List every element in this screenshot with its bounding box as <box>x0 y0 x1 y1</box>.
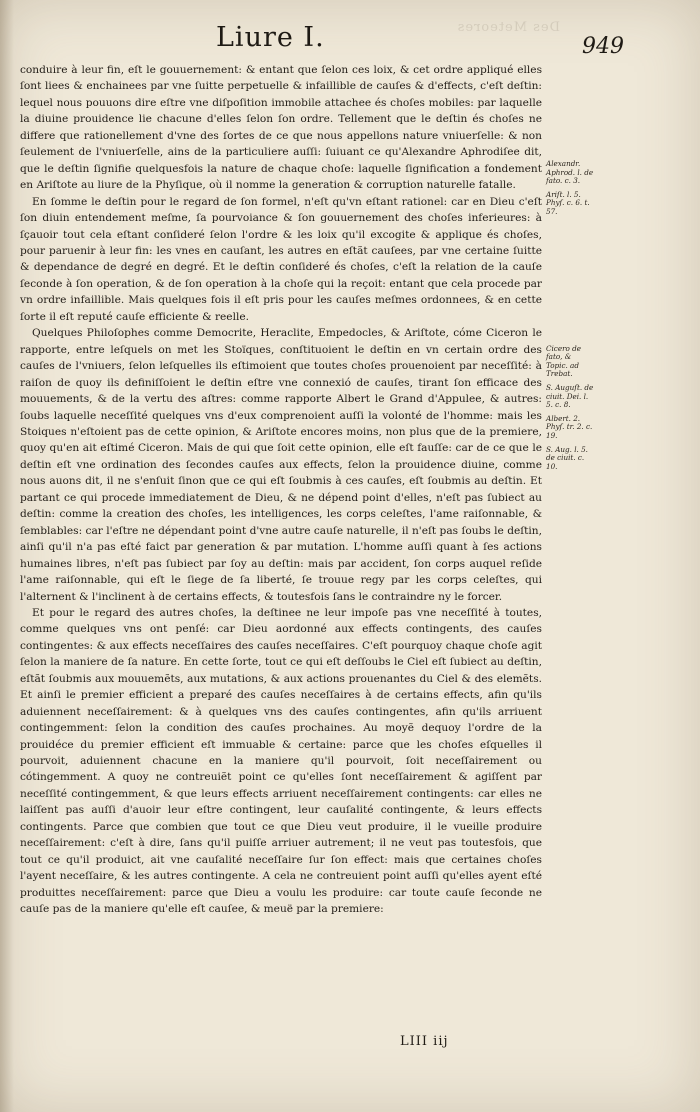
margin-note: Ariſt. l. 5. Phyſ. c. 6. t. 57. <box>546 189 590 216</box>
paragraph: En ſomme le deſtin pour le regard de ſon formel, n'eſt qu'vn eſtant rationel: car en Dieu c'eſt ſon diuin entendement meſme, ſa pourvoiance & ſon gouuernement des choſes inferieures: à ſçauoir tout cela eſtant conſideré ſelon l'ordre & les loix qu'il excogite & applique és choſes, pour paruenir à leur fin: les vnes en cauſant, les autres en eſtãt cauſees, par vne certaine ſuitte & dependance de degré en degré. Et le deſtin conſideré és choſes, c'eſt la relation de la cauſe ſeconde à ſon operation, & de ſon operation à la choſe qui la reçoit: entant que cela procede par vn ordre infaillible. Mais quelques fois il eſt pris pour les cauſes meſmes ordonnees, & en cette ſorte il eſt reputé cauſe efficiente & reelle. <box>20 195 542 323</box>
main-text-block <box>20 62 542 918</box>
paragraph: Quelques Philoſophes comme Democrite, Heraclite, Empedocles, & Ariſtote, cóme Ciceron le rapporte, entre leſquels on met les Stoïques, conſtituoient le deſtin en vn certain ordre des cauſes de l'vniuers, ſelon leſquelles ils eſtimoient que toutes choſes prouenoient par neceſſité: à raiſon de quoy ils definiſſoient le deſtin eſtre vne connexió de cauſes, tirant ſon efficace des mouuements, & de la vertu des aſtres: comme rapporte Albert le Grand d'Appulee, & autres: ſoubs laquelle neceſſité quelques vns d'eux comprenoient auſſi la volonté de l'homme: mais les Stoiques n'eſtoient pas de cette opinion, & Ariſtote encores moins, non plus que de la premiere, quoy qu'en ait eſtimé Ciceron. Mais de qui que ſoit cette opinion, elle eſt fauſſe: car de ce que le deſtin eſt vne ordination des ſecondes cauſes aux effects, ſelon la prouidence diuine, comme nous auons dit, il ne s'enſuit ſinon que ce qui eſt ſoubmis à ces cauſes, eſt ſoubmis au deſtin. Et partant ce qui procede immediatement de Dieu, & ne dépend point d'elles, n'eſt pas ſubiect au deſtin: comme la creation des choſes, les intelligences, les corps celeſtes, l'ame raiſonnable, & ſemblables: car l'eſtre ne dépendant point d'vne autre cauſe naturelle, il n'eſt pas ſoubs le deſtin, ainſi qu'il n'a pas eſté faict par generation & par mutation. L'homme auſſi quant à ſes actions humaines libres, n'eſt pas ſubiect par ſoy au deſtin: mais par accident, ſon corps auquel reſide l'ame raiſonnable, qui eſt le ſiege de ſa liberté, ſe trouue regy par les corps celeſtes, qui l'alternent & l'inclinent à de certains effects, & toutesfois ſans le contraindre ny le forcer. <box>20 327 542 603</box>
paragraph: Et pour le regard des autres choſes, la deſtinee ne leur impoſe pas vne neceſſité à toutes, comme quelques vns ont penſé: car Dieu aordonné aux effects contingents, des cauſes contingentes: & aux effects neceſſaires des cauſes neceſſaires. C'eſt pourquoy chaque choſe agit ſelon la maniere de ſa nature. En cette ſorte, tout ce qui eſt deſſoubs le Ciel eſt ſubiect au deſtin, eſtãt ſoubmis aux mouuemẽts, aux mutations, & aux actions prouenantes du Ciel & des elemẽts. Et ainſi le premier efficient a preparé des cauſes neceſſaires à de certains effects, afin qu'ils aduiennent neceſſairement: & à quelques vns des cauſes contingentes, afin qu'ils arriuent contingemment: ſelon la condition des cauſes prochaines. Au moyẽ dequoy l'ordre de la prouidéce du premier efficient eſt immuable & certaine: parce que les choſes eſquelles il pourvoit, aduiennent chacune en la maniere qu'il pourvoit, ſoit neceſſairement ou cótingemment. A quoy ne contreuiẽt point ce qu'elles ſont neceſſairement & agiſſent par neceſſité contingemment, & que leurs effects arriuent neceſſairement contingents: car elles ne laiſſent pas auſſi d'auoir leur eſtre contingent, leur cauſalité contingente, & leurs effects contingents. Parce que combien que tout ce que Dieu veut produire, il le vueille produire neceſſairement: c'eſt à dire, ſans qu'il puiſſe arriuer autrement; il ne veut pas toutesfois, que tout ce qu'il produict, ait vne cauſalité neceſſaire ſur ſon effect: mais que certaines choſes l'ayent neceſſaire, & les autres contingente. A cela ne contreuient point auſſi qu'elles ayent eſté produittes neceſſairement: parce que Dieu a voulu les produire: car toute cauſe ſeconde ne cauſe pas de la maniere qu'elle eſt cauſee, & meuë par la premiere: <box>20 606 542 916</box>
signature-mark: LIII iij <box>400 1034 449 1049</box>
margin-note: Alexandr. Aphrod. l. de fato. c. 3. <box>546 159 594 186</box>
running-head: Liure I. <box>216 22 325 53</box>
page-number: 949 <box>582 34 624 59</box>
show-through-text: Des Meteores <box>456 20 560 35</box>
margin-note: S. Auguſt. de ciuit. Dei. l. 5. c. 8. <box>546 382 594 410</box>
margin-note: S. Aug. l. 5. de ciuit. c. 10. <box>546 444 588 471</box>
paragraph: conduire à leur fin, eſt le gouuernement: & entant que ſelon ces loix, & cet ordre appliqué elles ſont liees & enchainees par vne ſuitte perpetuelle & infaillible de cauſes & d'effects, c'eſt deſtin: lequel nous pouuons dire eſtre vne diſpoſition immobile attachee és choſes mobiles: par laquelle la diuine prouidence lie chacune d'elles ſelon ſon ordre. Tellement que le deſtin és choſes ne differe que rationellement d'vne des ſortes de ce que nous appellons nature vniuerſelle: & non ſeulement de l'vniuerſelle, ains de la particuliere auſſi: ſuiuant ce qu'Alexandre Aphrodiſee dit, que le deſtin ſignifie quelquesfois la nature de chaque choſe: laquelle ſignification a fondement en Ariſtote au liure de la Phyſique, où il nomme la generation & corruption naturelle fatalle. <box>20 64 542 192</box>
marginal-notes <box>546 160 594 476</box>
page-gutter-shadow <box>0 0 14 1112</box>
margin-note: Cicero de fato, & Topic. ad Trebat. <box>546 343 581 379</box>
margin-note: Albert. 2. Phyſ. tr. 2. c. 19. <box>546 413 593 440</box>
